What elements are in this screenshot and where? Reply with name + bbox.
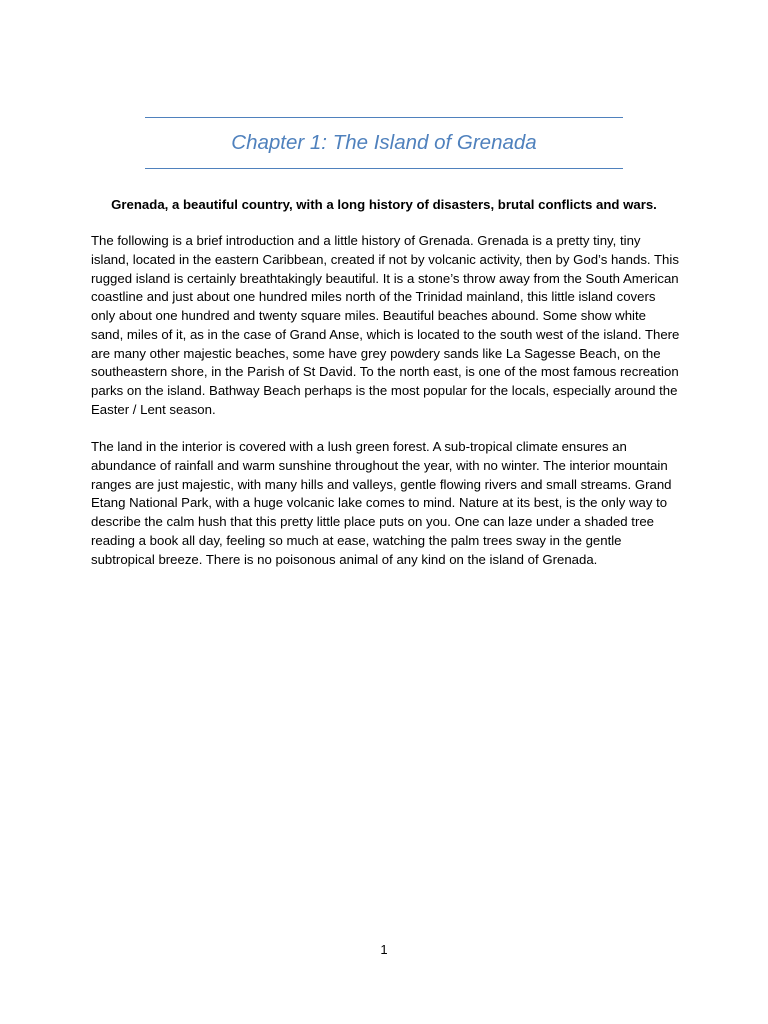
body-paragraph-2: The land in the interior is covered with a lush green forest. A sub-tropical climate ensures an abundance of rainfall and warm sunshine throughout the year, with no winter. The interior mountain ranges are just majestic, with many hills and valleys, gentle flowing rivers and small streams. Grand Etang National Park, with a huge volcanic lake comes to mind. Nature at its best, is the only way to describe the calm hush that this pretty little place puts on you. One can laze under a shaded tree reading a book all day, feeling so much at ease, watching the palm trees sway in the gentle subtropical breeze. There is no poisonous animal of any kind on the island of Grenada. [91, 439, 672, 567]
page-number: 1 [380, 942, 388, 957]
chapter-subtitle: Grenada, a beautiful country, with a long history of disasters, brutal conflicts and wars. [111, 197, 657, 212]
chapter-title: Chapter 1: The Island of Grenada [231, 131, 537, 154]
title-bottom-rule [145, 168, 623, 169]
body-paragraph-1: The following is a brief introduction and a little history of Grenada. Grenada is a pretty tiny, tiny island, located in the eastern Caribbean, created if not by volcanic activity, then by God’s hands. This rugged island is certainly breathtakingly beautiful. It is a stone’s throw away from the South American coastline and just about one hundred miles north of the Trinidad mainland, this little island covers only about one hundred and twenty square miles. Beautiful beaches abound. Some show white sand, miles of it, as in the case of Grand Anse, which is located to the south west of the island. There are many other majestic beaches, some have grey powdery sands like La Sagesse Beach, on the southeastern shore, in the Parish of St David. To the north east, is one of the most famous recreation parks on the island. Bathway Beach perhaps is the most popular for the locals, especially around the Easter / Lent season. [91, 233, 680, 417]
title-top-rule [145, 117, 623, 118]
